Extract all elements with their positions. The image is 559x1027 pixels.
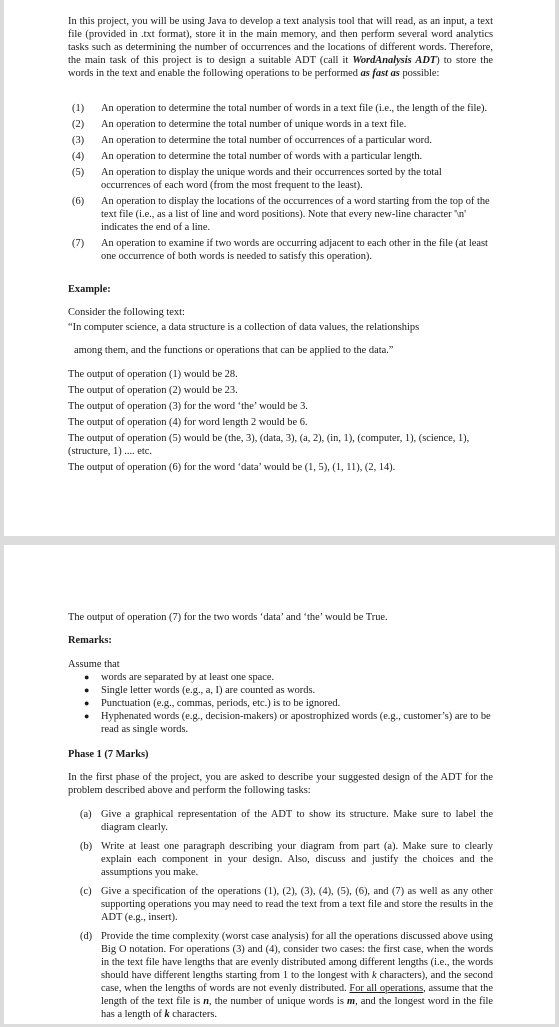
operation-text: An operation to examine if two words are occurring adjacent to each other in the file (at least one occurrence of both words is needed to satisfy this operation). bbox=[101, 238, 488, 262]
variable-k: k bbox=[371, 970, 377, 981]
adt-name: WordAnalysis ADT bbox=[352, 55, 437, 66]
document-page-1 bbox=[4, 0, 555, 536]
example-quote-line-2: among them, and the functions or operations that can be applied to the data.” bbox=[74, 345, 394, 356]
operation-number: (4) bbox=[72, 151, 85, 162]
underlined-text: For all operations bbox=[349, 983, 424, 994]
intro-paragraph bbox=[68, 15, 493, 80]
task-text: Provide the time complexity (worst case analysis) for all the operations discussed above using Big O notation. For operations (3) and (4), consider two cases: the first case, when the words in the text file have lengths that are evenly distributed among different lengths (i.e., the words should have different lengths starting from 1 to the longest with bbox=[101, 931, 493, 981]
operation-text: An operation to determine the total number of unique words in a text file. bbox=[101, 119, 407, 130]
task-number: (a) bbox=[80, 809, 92, 820]
task-item bbox=[68, 808, 493, 834]
example-consider: Consider the following text: bbox=[68, 307, 185, 318]
task-text: characters. bbox=[169, 1009, 217, 1020]
example-outputs bbox=[68, 368, 493, 477]
remark-item bbox=[68, 697, 493, 710]
remark-item bbox=[68, 684, 493, 697]
example-output: The output of operation (2) would be 23. bbox=[68, 385, 238, 396]
example-output: The output of operation (5) would be (the, 3), (data, 3), (a, 2), (in, 1), (computer, 1), (science, 1), (structure, 1) .... etc. bbox=[68, 433, 470, 457]
remark-text: Hyphenated words (e.g., decision-makers) or apostrophized words (e.g., customer’s) are to be read as single words. bbox=[101, 711, 491, 735]
operation-item bbox=[68, 150, 493, 163]
remarks-heading: Remarks: bbox=[68, 635, 112, 646]
example-heading: Example: bbox=[68, 284, 111, 295]
operation-number: (7) bbox=[72, 238, 85, 249]
bullet-icon: ● bbox=[84, 685, 90, 695]
remarks-assume: Assume that bbox=[68, 659, 120, 670]
task-text: Give a specification of the operations (1), (2), (3), (4), (5), (6), and (7) as well as any other supporting operations you may need to read the text from a text file and store the results in the ADT (e.g., insert). bbox=[101, 886, 493, 923]
remark-item bbox=[68, 710, 493, 736]
task-text: , the number of unique words is bbox=[209, 996, 347, 1007]
operation-number: (5) bbox=[72, 167, 85, 178]
operation-item bbox=[68, 195, 493, 234]
phase1-heading: Phase 1 (7 Marks) bbox=[68, 749, 149, 760]
operation-item bbox=[68, 134, 493, 147]
operations-list bbox=[68, 102, 493, 266]
operation-item bbox=[68, 237, 493, 263]
task-text: Write at least one paragraph describing your diagram from part (a). Make sure to clearly explain each component in your design. Also, discuss and justify the choices and the assumptions you make. bbox=[101, 841, 493, 878]
example-output: The output of operation (6) for the word ‘data’ would be (1, 5), (1, 11), (2, 14). bbox=[68, 462, 396, 473]
variable-n: n bbox=[203, 996, 210, 1007]
operation-text: An operation to determine the total number of words in a text file (i.e., the length of the file). bbox=[101, 103, 488, 114]
operation-item bbox=[68, 118, 493, 131]
emphasis-text: as fast as bbox=[360, 68, 400, 79]
remark-item bbox=[68, 671, 493, 684]
variable-m: m bbox=[346, 996, 356, 1007]
intro-text: In this project, you will be using Java to develop a text analysis tool that will read, as an input, a text file (provided in .txt format), store it in the main memory, and then perform several word analytics tasks such as determining the number of occurrences and the locations of different words. Therefore, the main task of this project is to design a suitable ADT (call it bbox=[68, 16, 493, 66]
remarks-list bbox=[68, 671, 493, 736]
intro-text: possible: bbox=[399, 68, 440, 79]
phase1-tasks bbox=[68, 808, 493, 1027]
operation-item bbox=[68, 166, 493, 192]
phase1-intro: In the first phase of the project, you are asked to describe your suggested design of the ADT for the problem described above and perform the following tasks: bbox=[68, 772, 493, 796]
task-text: , and the longest word in the file has a length of bbox=[101, 996, 493, 1020]
example-output: The output of operation (3) for the word ‘the’ would be 3. bbox=[68, 401, 308, 412]
task-item bbox=[68, 930, 493, 1021]
remark-text: Punctuation (e.g., commas, periods, etc.) is to be ignored. bbox=[101, 698, 341, 709]
example-output: The output of operation (4) for word length 2 would be 6. bbox=[68, 417, 308, 428]
example-quote-line-1: “In computer science, a data structure is a collection of data values, the relationships bbox=[68, 322, 420, 333]
operation-text: An operation to determine the total number of occurrences of a particular word. bbox=[101, 135, 432, 146]
remark-text: words are separated by at least one space. bbox=[101, 672, 275, 683]
document-page-2 bbox=[4, 545, 555, 1024]
operation-text: An operation to display the locations of the occurrences of a word starting from the top of the text file (i.e., as a list of line and word positions). Note that every new-line character '\n' indicates the end of a line. bbox=[101, 196, 490, 233]
operation-text: An operation to determine the total number of words with a particular length. bbox=[101, 151, 423, 162]
example-output: The output of operation (1) would be 28. bbox=[68, 369, 238, 380]
task-number: (b) bbox=[80, 841, 93, 852]
operation-number: (6) bbox=[72, 196, 85, 207]
operation-text: An operation to display the unique words and their occurrences sorted by the total occurrences of each word (from the most frequent to the least). bbox=[101, 167, 442, 191]
operation-number: (1) bbox=[72, 103, 85, 114]
remark-text: Single letter words (e.g., a, I) are counted as words. bbox=[101, 685, 316, 696]
operation-number: (2) bbox=[72, 119, 85, 130]
task-number: (d) bbox=[80, 931, 93, 942]
operation-number: (3) bbox=[72, 135, 85, 146]
bullet-icon: ● bbox=[84, 698, 90, 708]
task-text: characters), and the second case, when the lengths of words are not evenly distributed. bbox=[101, 970, 493, 994]
task-text: , assume that the length of the text file is bbox=[101, 983, 493, 1007]
bullet-icon: ● bbox=[84, 711, 90, 721]
bullet-icon: ● bbox=[84, 672, 90, 682]
task-number: (c) bbox=[80, 886, 92, 897]
variable-k: k bbox=[164, 1009, 170, 1020]
task-item bbox=[68, 885, 493, 924]
task-item bbox=[68, 840, 493, 879]
operation-item bbox=[68, 102, 493, 115]
task-text: Give a graphical representation of the ADT to show its structure. Make sure to label the diagram clearly. bbox=[101, 809, 493, 833]
op7-output: The output of operation (7) for the two words ‘data’ and ‘the’ would be True. bbox=[68, 612, 388, 623]
intro-text: ) to store the words in the text and enable the following operations to be performed bbox=[68, 55, 493, 79]
